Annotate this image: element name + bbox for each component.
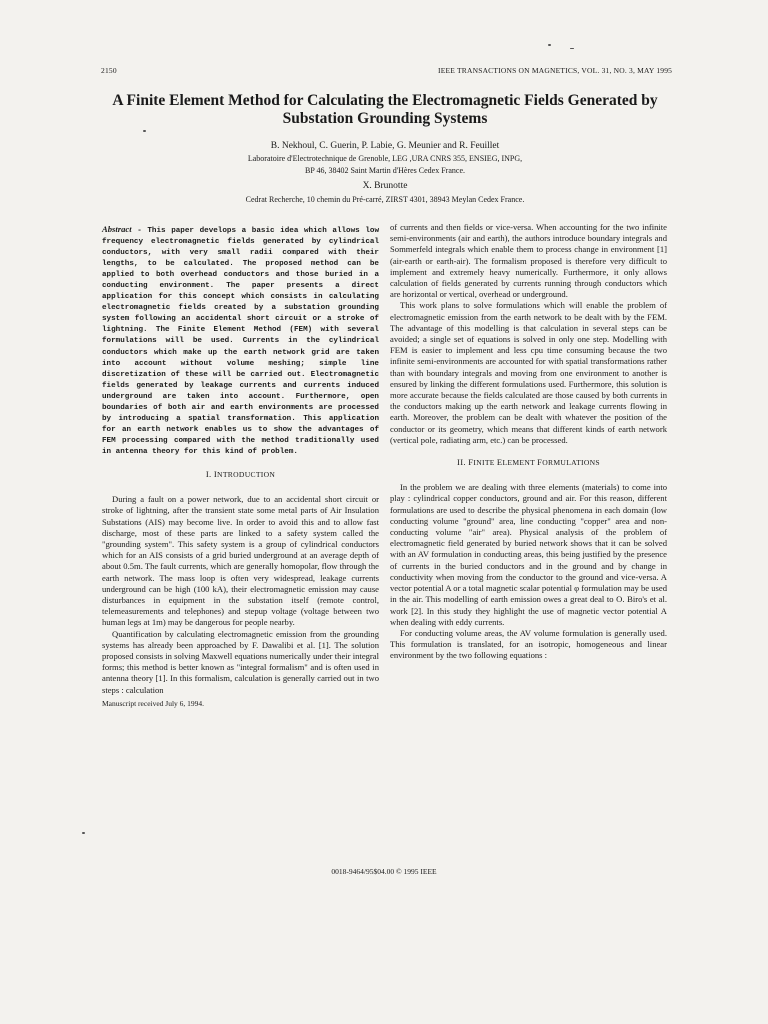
paragraph: This work plans to solve formulations which will enable the problem of electromagnetic emission from the earth network to be dealt with by the FEM. The advantage of this modelling is that calculation in several steps can be avoided; a single set of equations is solved in only one step. Modelling with FEM is easier to implement and less cpu time consuming because the two infinite semi-environments are accounted for with spatial transformations rather than with boundary integrals and moving from one environment to another is ensured by linking the different formulations used. Furthermore, this solution is more accurate because the fields calculated are those caused by both currents in the conductors making up the earth network and leakage currents flowing in earth. Moreover, the problem can be dealt with whatever the position of the conductor or its geometry, which means that different kinds of earth network (vertical pole, radiating arm, etc.) can be processed. [390, 300, 667, 445]
author-list: B. Nekhoul, C. Guerin, P. Labie, G. Meunier and R. Feuillet [270, 141, 500, 151]
abstract [102, 224, 379, 458]
scan-speck [143, 130, 146, 132]
affiliation-line: Laboratoire d'Electrotechnique de Grenoble, LEG ,URA CNRS 355, ENSIEG, INPG, [247, 154, 523, 163]
paragraph: During a fault on a power network, due to an accidental short circuit or stroke of lightning, after the transient state some metal parts of Air Insulation Substations (AIS) may become live. In order to avoid this and to allow fast discharge, most of these parts are linked to a safety system called the "grounding system". This safety system is a group of cylindrical conductors which for an AIS consists of a grid buried underground at an average depth of about 0.5m. The fault currents, which are generally homopolar, flow through the earth network. The mass loop is often very widespread, leakage currents underground can be high (100 kA), their electromagnetic emission may cause disturbances in equipment in the substation itself (remote control, telemeasurements and telephones) and stepup voltage (voltage between two human legs at 1m) may be dangerous for people nearby. [102, 494, 379, 628]
abstract-text: - This paper develops a basic idea which allows low frequency electromagnetic fields generated by cylindrical conductors, with very small radii compared with their lengths, to be calculated. The proposed method can be applied to both overhead conductors and those buried in a conducting environment. The paper presents a direct application for this concept which consists in calculating electromagnetic fields created by a substation grounding system following an accidental short circuit or a stroke of lightning. The Finite Element Method (FEM) with several formulations will be used. Currents in the cylindrical conductors which make up the earth network grid are taken into account without volume meshing; simple line discretization of these will be carried out. Electromagnetic fields generated by leakage currents and currents induced underground are taken into account. Furthermore, open boundaries of both air and earth environments are processed by introducing a spatial transformation. This application for an earth network enables us to show the advantages of FEM processing compared with the method traditionally used in antenna theory for this kind of problem. [102, 227, 379, 456]
scan-speck [548, 44, 551, 46]
left-column [102, 224, 379, 709]
second-author: X. Brunotte [362, 181, 408, 191]
page-number: 2150 [101, 66, 117, 75]
scan-speck [570, 48, 574, 49]
paper-title: A Finite Element Method for Calculating the Electromagnetic Fields Generated by Substation Grounding Systems [112, 92, 658, 127]
affiliation-line: BP 46, 38402 Saint Martin d'Hères Cedex France. [304, 166, 465, 175]
scan-speck [82, 832, 85, 834]
paragraph: of currents and then fields or vice-versa. When accounting for the two infinite semi-environments (air and earth), the authors introduce boundary integrals and Sommerfeld integrals which enable them to process change in environment [1] (air-earth or earth-air). The formalism proposed is therefore very difficult to implement and extremely heavy numerically. Furthermore, it only allows calculation of fields generated by currents running through conductors which are horizontal or vertical, overhead or underground. [390, 222, 667, 300]
section-heading-formulations: II. FINITE ELEMENT FORMULATIONS [457, 457, 600, 468]
journal-header: IEEE TRANSACTIONS ON MAGNETICS, VOL. 31, NO. 3, MAY 1995 [438, 66, 673, 75]
paragraph: Quantification by calculating electromagnetic emission from the grounding systems has already been approached by F. Dawalibi et al. [1]. The solution proposed consists in solving Maxwell equations numerically under their integral forms; this method is better known as "integral formalism" and is often used in antenna theory [1]. In this formalism, calculation is generally carried out in two steps : calculation [102, 628, 379, 695]
second-affiliation: Cedrat Recherche, 10 chemin du Pré-carré, ZIRST 4301, 38943 Meylan Cedex France. [245, 195, 525, 204]
paragraph: In the problem we are dealing with three elements (materials) to come into play : cylindrical copper conductors, ground and air. For this reason, different formulations are used to describe the physical phenomena in each domain (low conducting volume "ground" area, line conducting "copper" area and non-conducting volume "air" area). Physical analysis of the problem of electromagnetic field generated by buried network shows that it can be solved with an AV formulation in conducting areas, this being justified by the presence of currents in the buried conductors and in the ground and by change in conductivity when moving from the conductor to the ground and vice-versa. A vector potential A or a total magnetic scalar potential φ formulation may be used in the air. This modelling of earth emission owes a great deal to O. Biro's et al. work [2]. In this study they highlight the use of magnetic vector potential A when dealing with eddy currents. [390, 482, 667, 627]
manuscript-footnote: Manuscript received July 6, 1994. [102, 698, 205, 708]
right-column [390, 222, 667, 662]
section-heading-introduction: I. INTRODUCTION [205, 468, 276, 479]
paragraph: For conducting volume areas, the AV volume formulation is generally used. This formulation is translated, for an isotropic, homogeneous and linear environment by the two following equations : [390, 627, 667, 661]
abstract-lead: Abstract [102, 224, 132, 234]
copyright-code: 0018-9464/95$04.00 © 1995 IEEE [331, 867, 437, 876]
